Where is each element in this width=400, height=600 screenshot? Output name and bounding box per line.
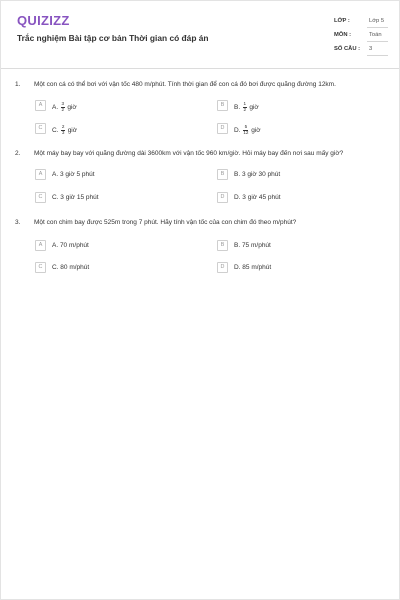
meta-subject: [334, 32, 388, 44]
option-c[interactable]: [35, 192, 185, 204]
meta-count-underline: [367, 55, 388, 56]
option-letter-box: B: [217, 100, 228, 111]
option-letter-box: D: [217, 192, 228, 203]
option-a[interactable]: [35, 169, 185, 181]
question-1: [1, 81, 399, 141]
option-text: A. $\frac{3}{2}$ giờ: [52, 101, 77, 112]
meta-subject-label: MÔN :: [334, 32, 352, 38]
option-b[interactable]: [217, 169, 367, 181]
option-text: C. $\frac{2}{3}$ giờ: [52, 124, 78, 135]
option-letter-box: B: [217, 169, 228, 180]
question-2: [1, 150, 399, 210]
question-number: 3.: [15, 219, 21, 226]
option-d[interactable]: [217, 192, 367, 204]
option-text: B. $\frac{1}{2}$ giờ: [234, 101, 259, 112]
fraction: $\frac{1}{2}$: [243, 101, 247, 112]
option-b[interactable]: [217, 240, 367, 252]
option-letter-box: A: [35, 169, 46, 180]
option-text: B. 3 giờ 30 phút: [234, 171, 281, 178]
meta-subject-underline: [367, 41, 388, 42]
option-letter-box: B: [217, 240, 228, 251]
option-text: A. 70 m/phút: [52, 242, 89, 249]
fraction: $\frac{2}{3}$: [61, 124, 65, 135]
question-text: Một con cá có thể bơi với vận tốc 480 m/phút. Tính thời gian để con cá đó bơi được quãng đường 12km.: [34, 81, 336, 88]
meta-count-label: SỐ CÂU :: [334, 46, 361, 52]
option-letter-box: C: [35, 192, 46, 203]
option-a[interactable]: [35, 100, 185, 112]
option-text: D. 3 giờ 45 phút: [234, 194, 281, 201]
question-number: 1.: [15, 81, 21, 88]
meta-count-value: 3: [369, 46, 373, 52]
question-text: Một máy bay bay với quãng đường dài 3600km với vận tốc 960 km/giờ. Hỏi máy bay đến nơi sau mấy giờ?: [34, 150, 344, 157]
option-text: D. 85 m/phút: [234, 264, 272, 271]
question-3: [1, 219, 399, 279]
option-letter-box: C: [35, 123, 46, 134]
meta-class-label: LỚP :: [334, 18, 350, 24]
option-d[interactable]: [217, 123, 367, 135]
option-text: B. 75 m/phút: [234, 242, 271, 249]
option-c[interactable]: [35, 123, 185, 135]
meta-class-value: Lớp 5: [369, 18, 385, 24]
meta-class: [334, 18, 388, 30]
option-letter-box: D: [217, 262, 228, 273]
worksheet-title: Trắc nghiệm Bài tập cơ bản Thời gian có đáp án: [17, 33, 209, 43]
option-letter-box: D: [217, 123, 228, 134]
option-text: D. $\frac{5}{12}$ giờ: [234, 124, 261, 135]
option-letter-box: C: [35, 262, 46, 273]
fraction: $\frac{5}{12}$: [243, 124, 249, 135]
option-text: C. 3 giờ 15 phút: [52, 194, 99, 201]
meta-count: [334, 46, 388, 58]
quizizz-logo: QUIZIZZ: [17, 13, 70, 28]
option-text: C. 80 m/phút: [52, 264, 90, 271]
worksheet-header: [1, 1, 399, 69]
question-number: 2.: [15, 150, 21, 157]
fraction: $\frac{3}{2}$: [61, 101, 65, 112]
option-letter-box: A: [35, 100, 46, 111]
option-b[interactable]: [217, 100, 367, 112]
option-c[interactable]: [35, 262, 185, 274]
option-d[interactable]: [217, 262, 367, 274]
option-text: A. 3 giờ 5 phút: [52, 171, 95, 178]
option-a[interactable]: [35, 240, 185, 252]
option-letter-box: A: [35, 240, 46, 251]
meta-subject-value: Toán: [369, 32, 382, 38]
question-text: Một con chim bay được 525m trong 7 phút. Hãy tính vận tốc của con chim đó theo m/phút?: [34, 219, 297, 226]
meta-class-underline: [367, 27, 388, 28]
